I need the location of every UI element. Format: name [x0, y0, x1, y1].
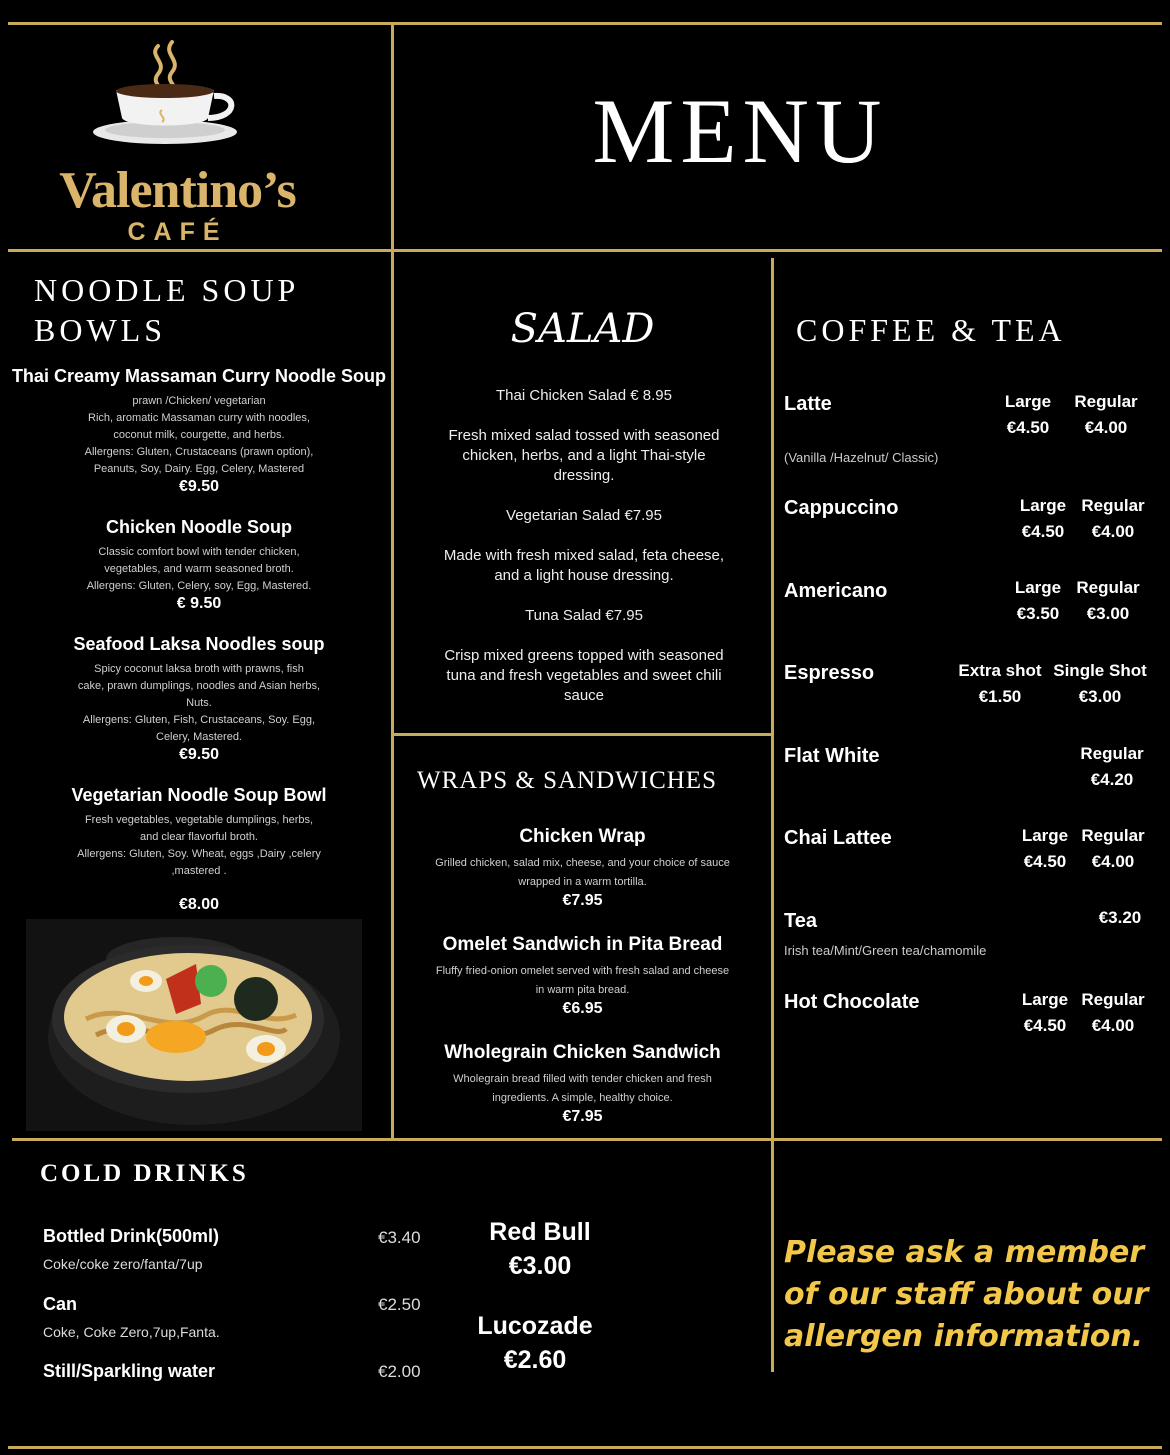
- allergen-line: allergen information.: [784, 1319, 1144, 1354]
- drink-name: Can: [43, 1294, 78, 1314]
- drink-price: €2.50: [378, 1295, 421, 1314]
- noodles-title-line1: NOODLE SOUP: [34, 272, 300, 308]
- size-price-value: €4.00: [1091, 852, 1135, 871]
- noodle-item: [8, 366, 390, 496]
- item-desc: Nuts.: [186, 697, 212, 709]
- item-desc: Allergens: Gluten, Fish, Crustaceans, Soy. Egg,: [82, 714, 316, 726]
- size-price: [1005, 493, 1081, 545]
- item-name: Wholegrain Chicken Sandwich: [444, 1042, 721, 1063]
- size-price-value: €4.00: [1091, 1016, 1135, 1035]
- divider-top: [8, 22, 1162, 25]
- coffee-item-name: Americano: [784, 580, 888, 602]
- item-desc: in warm pita bread.: [535, 984, 630, 996]
- brand-name: Valentino’s: [59, 162, 296, 219]
- noodles-title-line2: BOWLS: [34, 312, 166, 348]
- size-price: [1066, 389, 1146, 441]
- size-label: Regular: [1081, 990, 1145, 1009]
- size-label: Single Shot: [1053, 661, 1147, 680]
- size-price: [1068, 575, 1148, 627]
- size-price: [1050, 658, 1150, 710]
- drink-name: Still/Sparkling water: [43, 1361, 216, 1381]
- size-price: [1073, 987, 1153, 1039]
- size-label: Large: [1004, 392, 1052, 411]
- noodle-item: [8, 634, 390, 764]
- size-price: [1073, 823, 1153, 875]
- item-desc: coconut milk, courgette, and herbs.: [113, 429, 285, 441]
- item-name: Omelet Sandwich in Pita Bread: [442, 934, 723, 955]
- item-desc: cake, prawn dumplings, noodles and Asian herbs,: [77, 680, 321, 692]
- wrap-item: [394, 1042, 771, 1126]
- size-label: Regular: [1080, 744, 1144, 763]
- size-price-value: €4.50: [1023, 1016, 1067, 1035]
- salad-line: Thai Chicken Salad € 8.95: [496, 387, 672, 404]
- item-desc: Grilled chicken, salad mix, cheese, and your choice of sauce: [435, 857, 730, 869]
- divider-bottom-section: [12, 1138, 1162, 1141]
- size-price-value: €3.00: [1086, 604, 1130, 623]
- item-desc: Celery, Mastered.: [156, 731, 242, 743]
- item-desc: Allergens: Gluten, Soy. Wheat, eggs ,Dairy ,celery: [77, 848, 321, 860]
- salad-line: Made with fresh mixed salad, feta cheese,: [443, 547, 725, 564]
- brand-logo: [10, 28, 390, 248]
- size-label: Large: [1014, 578, 1062, 597]
- wrap-item: [394, 826, 771, 910]
- item-price: €6.95: [562, 1000, 603, 1017]
- salad-section: [394, 386, 774, 706]
- brand-sub: CAFÉ: [127, 218, 228, 246]
- item-price: €8.00: [178, 896, 220, 913]
- size-price: [1007, 823, 1083, 875]
- coffee-title: COFFEE & TEA: [796, 312, 1066, 348]
- item-desc: Rich, aromatic Massaman curry with noodles,: [88, 412, 310, 424]
- item-price: € 9.50: [176, 595, 222, 612]
- size-label: Regular: [1081, 826, 1145, 845]
- item-price: €9.50: [178, 478, 220, 495]
- divider-bottom: [8, 1446, 1162, 1449]
- divider-logo: [391, 22, 394, 252]
- divider-salad-wraps: [394, 733, 771, 736]
- salad-line: and a light house dressing.: [494, 567, 674, 584]
- wraps-title: WRAPS & SANDWICHES: [417, 767, 717, 794]
- drink-sub: Coke, Coke Zero,7up,Fanta.: [43, 1324, 220, 1340]
- size-price-value: €4.00: [1084, 418, 1128, 437]
- size-price: [1073, 493, 1153, 545]
- item-name: Chicken Noodle Soup: [105, 517, 292, 537]
- noodle-bowl-image: [26, 919, 362, 1131]
- item-name: Vegetarian Noodle Soup Bowl: [71, 785, 327, 805]
- coffee-item-note: Irish tea/Mint/Green tea/chamomile: [784, 943, 987, 958]
- size-label: Regular: [1074, 392, 1138, 411]
- featured-name: Lucozade: [477, 1312, 593, 1340]
- divider-header: [8, 249, 1162, 252]
- size-price: [990, 389, 1066, 441]
- size-price: [1007, 987, 1083, 1039]
- item-desc: Peanuts, Soy, Dairy. Egg, Celery, Mastered: [93, 463, 305, 475]
- item-desc: and clear flavorful broth.: [139, 831, 258, 843]
- salad-title: SALAD: [510, 306, 655, 352]
- item-name: Thai Creamy Massaman Curry Noodle Soup: [11, 366, 387, 386]
- item-desc: wrapped in a warm tortilla.: [518, 876, 647, 888]
- salad-line: dressing.: [553, 467, 615, 484]
- coffee-item-name: Hot Chocolate: [784, 991, 920, 1013]
- salad-line: tuna and fresh vegetables and sweet chili: [446, 667, 722, 684]
- drink-price: €2.00: [378, 1362, 421, 1381]
- item-desc: ,mastered .: [171, 865, 227, 877]
- item-desc: Wholegrain bread filled with tender chicken and fresh: [453, 1073, 712, 1085]
- featured-drink: [455, 1215, 625, 1283]
- coffee-item-name: Tea: [784, 910, 817, 932]
- noodle-item: [8, 785, 390, 914]
- size-label: Large: [1021, 826, 1069, 845]
- coffee-cup-icon: [10, 28, 345, 168]
- size-price-value: €4.50: [1021, 522, 1065, 541]
- wrap-item: [394, 934, 771, 1018]
- salad-line: Tuna Salad €7.95: [525, 607, 643, 624]
- coffee-item-note: (Vanilla /Hazelnut/ Classic): [784, 450, 939, 465]
- item-price: €9.50: [178, 746, 220, 763]
- allergen-note: [784, 1232, 1164, 1358]
- item-desc: Allergens: Gluten, Celery, soy, Egg, Mastered.: [86, 580, 312, 592]
- coffee-item-name: Chai Lattee: [784, 827, 892, 849]
- item-price: €7.95: [562, 892, 603, 909]
- size-price-value: €4.50: [1006, 418, 1050, 437]
- featured-drink: [450, 1309, 620, 1377]
- size-price-value: €4.00: [1091, 522, 1135, 541]
- featured-price: €2.60: [503, 1346, 567, 1374]
- size-price: [1072, 741, 1152, 793]
- featured-name: Red Bull: [489, 1218, 591, 1246]
- size-price-value: €4.20: [1090, 770, 1134, 789]
- item-desc: Classic comfort bowl with tender chicken,: [98, 546, 300, 558]
- item-desc: Fluffy fried-onion omelet served with fresh salad and cheese: [435, 965, 730, 977]
- salad-line: Crisp mixed greens topped with seasoned: [444, 647, 724, 664]
- size-label: Large: [1019, 496, 1067, 515]
- coffee-item-name: Espresso: [784, 662, 875, 684]
- salad-line: Fresh mixed salad tossed with seasoned: [448, 427, 720, 444]
- tea-price: €3.20: [1098, 908, 1142, 927]
- item-desc: ingredients. A simple, healthy choice.: [492, 1092, 673, 1104]
- size-price-value: €4.50: [1023, 852, 1067, 871]
- size-label: Regular: [1076, 578, 1140, 597]
- size-label: Large: [1021, 990, 1069, 1009]
- noodle-item: [8, 517, 390, 613]
- drink-price: €3.40: [378, 1228, 421, 1247]
- size-price: [1000, 575, 1076, 627]
- item-desc: Allergens: Gluten, Crustaceans (prawn option),: [84, 446, 314, 458]
- item-name: Seafood Laksa Noodles soup: [73, 634, 325, 654]
- size-price-value: €3.50: [1016, 604, 1060, 623]
- item-desc: Fresh vegetables, vegetable dumplings, herbs,: [84, 814, 314, 826]
- item-name: Chicken Wrap: [519, 826, 646, 847]
- allergen-line: of our staff about our: [784, 1277, 1149, 1312]
- size-label: Regular: [1081, 496, 1145, 515]
- coffee-item-name: Flat White: [784, 745, 880, 767]
- coffee-item-name: Latte: [784, 393, 832, 415]
- drink-name: Bottled Drink(500ml): [43, 1226, 220, 1246]
- item-desc: prawn /Chicken/ vegetarian: [132, 395, 266, 407]
- item-desc: Spicy coconut laksa broth with prawns, fish: [94, 663, 304, 675]
- drink-sub: Coke/coke zero/fanta/7up: [43, 1256, 203, 1272]
- allergen-line: Please ask a member: [784, 1235, 1145, 1270]
- size-price-value: €1.50: [978, 687, 1022, 706]
- page-title: MENU: [592, 80, 888, 182]
- salad-line: chicken, herbs, and a light Thai-style: [462, 447, 706, 464]
- size-label: Extra shot: [958, 661, 1042, 680]
- cold-title: COLD DRINKS: [40, 1160, 249, 1187]
- item-price: €7.95: [562, 1108, 603, 1125]
- coffee-item-name: Cappuccino: [784, 497, 899, 519]
- salad-line: Vegetarian Salad €7.95: [506, 507, 662, 524]
- size-price-value: €3.00: [1078, 687, 1122, 706]
- size-price: [955, 658, 1045, 710]
- salad-line: sauce: [563, 687, 605, 704]
- item-desc: vegetables, and warm seasoned broth.: [104, 563, 294, 575]
- featured-price: €3.00: [508, 1252, 572, 1280]
